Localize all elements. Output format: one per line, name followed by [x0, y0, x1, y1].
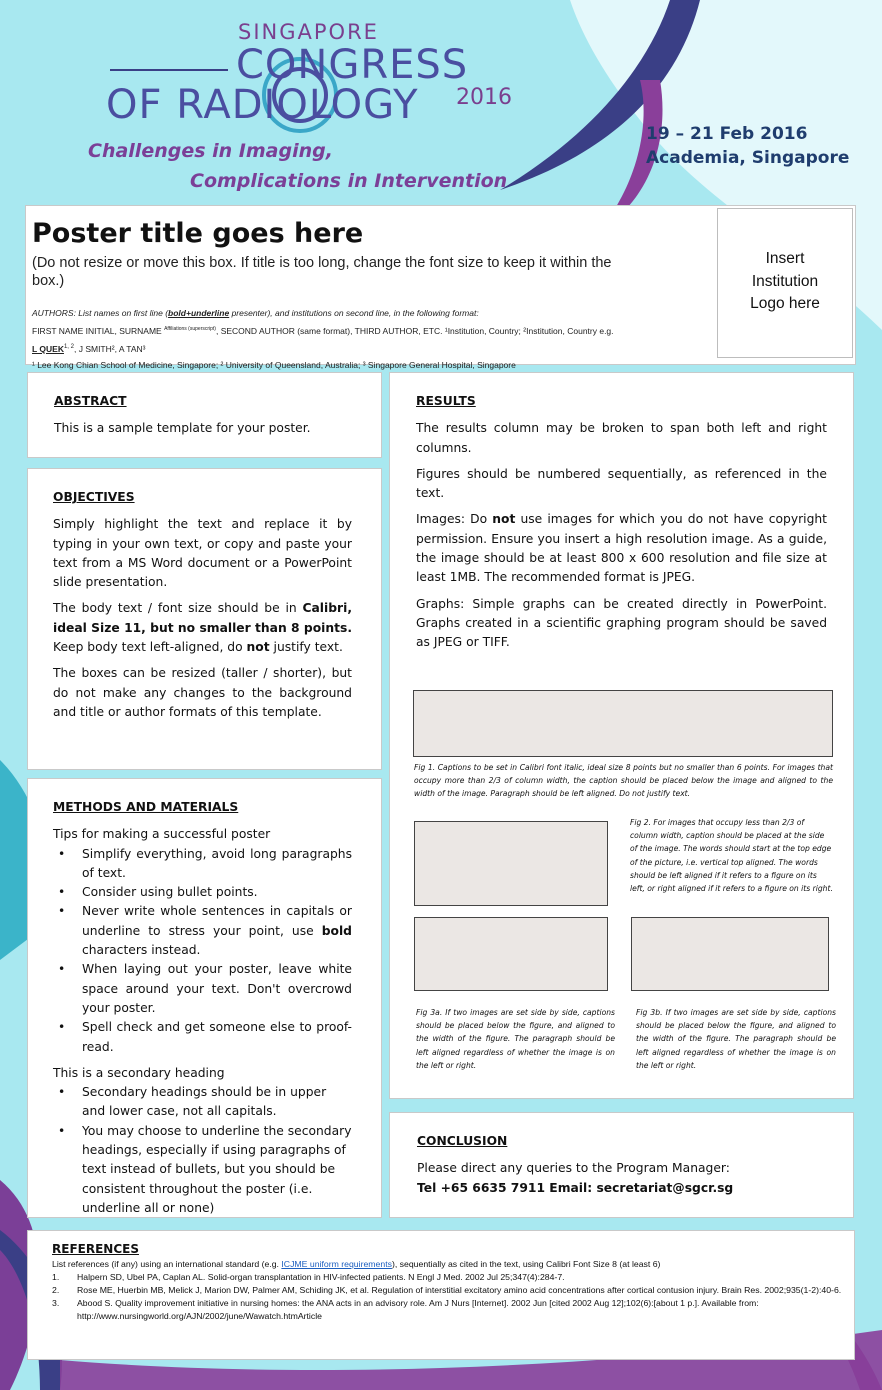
- methods-bullet: • Spell check and get someone else to proof-read.: [53, 1018, 352, 1057]
- authors-label: AUTHORS: [32, 308, 74, 318]
- abstract-section: [54, 392, 354, 439]
- figure-3b-image-placeholder: [631, 917, 829, 991]
- results-paragraph-4: Graphs: Simple graphs can be created directly in PowerPoint. Graphs created in a scientific graphing program should be saved as JPEG or TIFF.: [416, 596, 827, 650]
- event-venue: Academia, Singapore: [646, 148, 850, 168]
- results-paragraph-1: The results column may be broken to span both left and right columns.: [416, 421, 827, 455]
- objectives-p2-e: justify text.: [269, 640, 343, 655]
- authors-instruction-tail: presenter), and institutions on second line, in the following format:: [229, 308, 479, 318]
- secondary-bullet-list: [53, 1083, 352, 1218]
- methods-bullet-3-text: Never write whole sentences in capitals or underline to stress your point, use: [82, 904, 352, 938]
- reference-item: [52, 1297, 842, 1323]
- references-section: [52, 1240, 842, 1323]
- methods-bullet: • Simplify everything, avoid long paragraphs of text.: [53, 845, 352, 884]
- reference-text: Halpern SD, Ubel PA, Caplan AL. Solid-organ transplantation in HIV-infected patients. N Engl J Med. 2002 Jul 25;347(4):284-7.: [77, 1272, 565, 1282]
- logo-singapore-text: SINGAPORE: [238, 20, 379, 44]
- reference-text: Rose ME, Huerbin MB, Melick J, Marion DW, Palmer AM, Schiding JK, et al. Regulation of interstitial excitatory amino acid concentrations after cortical contusion injury. Brain Res. 2002;935(1-2):40-6.: [77, 1285, 842, 1295]
- objectives-paragraph-3: The boxes can be resized (taller / shorter), but do not make any changes to the background and title or author formats of this template.: [53, 666, 352, 719]
- methods-bullet: • Consider using bullet points.: [53, 883, 352, 902]
- reference-number: 1.: [52, 1272, 60, 1282]
- figure-3a-image-placeholder: [414, 917, 608, 991]
- tagline-1: Challenges in Imaging,: [88, 140, 333, 162]
- results-p3-a: Images: Do: [416, 512, 493, 527]
- logo-placeholder-line3: Logo here: [750, 295, 820, 312]
- reference-item: [52, 1284, 842, 1297]
- secondary-bullet: • Secondary headings should be in upper and lower case, not all capitals.: [53, 1083, 352, 1122]
- figure-2-image-placeholder: [414, 821, 608, 906]
- authors-instruction: : List names on first line (: [73, 308, 169, 318]
- poster-subtitle: (Do not resize or move this box. If title is too long, change the font size to keep it within the box.): [32, 255, 612, 289]
- references-heading: REFERENCES: [52, 1242, 139, 1256]
- results-p3-c: use images for which you do not have copyright permission. Ensure you insert a high resolution image. As a guide, the image should be at least 800 x 600 resolution and file size at least 1MB. The recommended format is JPEG.: [416, 512, 827, 585]
- objectives-heading: OBJECTIVES: [53, 490, 135, 504]
- references-intro-a: List references (if any) using an international standard (e.g.: [52, 1259, 282, 1269]
- objectives-section: [53, 488, 352, 729]
- authors-block: [32, 305, 712, 373]
- event-date: 19 – 21 Feb 2016: [646, 124, 808, 144]
- conclusion-heading: CONCLUSION: [417, 1134, 508, 1148]
- secondary-bullet: • You may choose to underline the secondary headings, especially if using paragraphs of text instead of bullets, but you should be consistent throughout the poster (i.e. underline all or none): [53, 1122, 352, 1218]
- authors-format-a: FIRST NAME INITIAL, SURNAME: [32, 325, 165, 336]
- authors-format-b: , SECOND AUTHOR (same format), THIRD AUTHOR, ETC. ¹Institution, Country; ²Institution, Country e.g.: [215, 325, 614, 336]
- methods-bullet: • When laying out your poster, leave white space around your text. Don't overcrowd your poster.: [53, 960, 352, 1018]
- logo-placeholder-line1: Insert: [765, 250, 805, 267]
- logo-placeholder-text: [717, 248, 853, 316]
- logo-placeholder-line2: Institution: [751, 272, 819, 290]
- figure-3b-caption: Fig 3b. If two images are set side by side, captions should be placed below the figure, and aligned to the width of the figure. The paragraph should be left aligned regardless of whether the image is on the left or right.: [636, 1008, 836, 1070]
- icjme-link[interactable]: ICJME uniform requirements: [281, 1259, 392, 1269]
- reference-number: 2.: [52, 1285, 60, 1295]
- references-intro-b: ), sequentially as cited in the text, using Calibri Font Size 8 (at least 6): [391, 1259, 661, 1269]
- methods-section: [53, 798, 352, 1218]
- reference-item: [52, 1271, 842, 1284]
- methods-heading: METHODS AND MATERIALS: [53, 800, 239, 814]
- figure-3a-caption: Fig 3a. If two images are set side by side, captions should be placed below the figure, and aligned to the width of the figure. The paragraph should be left aligned regardless of whether the image is on the left or right.: [416, 1008, 615, 1070]
- results-heading: RESULTS: [416, 394, 476, 408]
- objectives-p2-not: not: [246, 640, 270, 655]
- results-p3-not: not: [492, 512, 516, 527]
- methods-bullet-3-tail: characters instead.: [82, 943, 201, 958]
- conclusion-section: [417, 1132, 837, 1198]
- figure-1-image-placeholder: [413, 690, 833, 757]
- authors-presenter-note: bold+underline: [168, 308, 230, 318]
- references-list: [52, 1271, 842, 1323]
- other-authors: , J SMITH², A TAN³: [73, 343, 146, 354]
- logo-congress-text: CONGRESS: [236, 42, 469, 88]
- abstract-heading: ABSTRACT: [54, 394, 127, 408]
- logo-year: 2016: [456, 85, 512, 110]
- results-paragraph-2: Figures should be numbered sequentially, as referenced in the text.: [416, 466, 827, 501]
- logo-radiology-text: OF RADIOLOGY: [106, 82, 419, 128]
- objectives-p2-a: The body text / font size should be in: [53, 601, 303, 616]
- methods-bullet-3-bold: bold: [321, 923, 352, 938]
- objectives-paragraph-2: [53, 599, 352, 657]
- poster-title: Poster title goes here: [32, 218, 364, 249]
- reference-number: 3.: [52, 1298, 60, 1308]
- reference-text: Abood S. Quality improvement initiative in nursing homes: the ANA acts in an advisory role. Am J Nurs [Internet]. 2002 Jun [cited 2002 Aug 12];102(6):[about 1 p.]. Available from: http://www.nursingworld.org/AJN/2002/june/Wawatch.htmArticle: [77, 1298, 759, 1321]
- results-paragraph-3: [416, 510, 827, 587]
- secondary-heading: This is a secondary heading: [53, 1065, 225, 1080]
- figure-2-caption: Fig 2. For images that occupy less than 2/3 of column width, caption should be placed at the side of the image. The words should start at the top edge of the picture, i.e. vertical top aligned. The words should be left aligned if it refers to a figure on its left, or right aligned if it refers to a figure on its right.: [630, 818, 833, 894]
- conclusion-contact: Tel +65 6635 7911 Email: secretariat@sgcr.sg: [417, 1180, 734, 1195]
- presenter-name: L QUEK: [32, 343, 64, 354]
- abstract-text: This is a sample template for your poster.: [54, 421, 311, 436]
- authors-format-sup: Affiliations (superscript): [164, 326, 216, 332]
- methods-intro: Tips for making a successful poster: [53, 827, 271, 842]
- conclusion-text: Please direct any queries to the Program Manager:: [417, 1161, 730, 1176]
- references-intro: [52, 1258, 842, 1271]
- methods-bullet-list: [53, 845, 352, 1057]
- results-section: [416, 392, 827, 660]
- figure-1-caption: Fig 1. Captions to be set in Calibri font italic, ideal size 8 points but no smaller than 6 points. For images that occupy more than 2/3 of column width, the caption should be placed below the image and aligned to the width of the image. Paragraph should be left aligned. Do not justify text.: [414, 763, 833, 799]
- affiliations: ¹ Lee Kong Chian School of Medicine, Singapore; ² University of Queensland, Australia; ³ Singapore General Hospital, Singapore: [32, 359, 516, 370]
- methods-bullet: [53, 902, 352, 960]
- objectives-paragraph-1: Simply highlight the text and replace it by typing in your own text, or copy and paste your text from a MS Word document or a PowerPoint slide presentation.: [53, 517, 352, 590]
- presenter-sup: 1, 2: [63, 343, 74, 350]
- objectives-p2-c: Keep body text left-aligned, do: [53, 640, 247, 655]
- objectives-p2-bold: Calibri, ideal Size 11, but no smaller than 8 points.: [53, 601, 352, 635]
- tagline-2: Complications in Intervention: [190, 170, 508, 192]
